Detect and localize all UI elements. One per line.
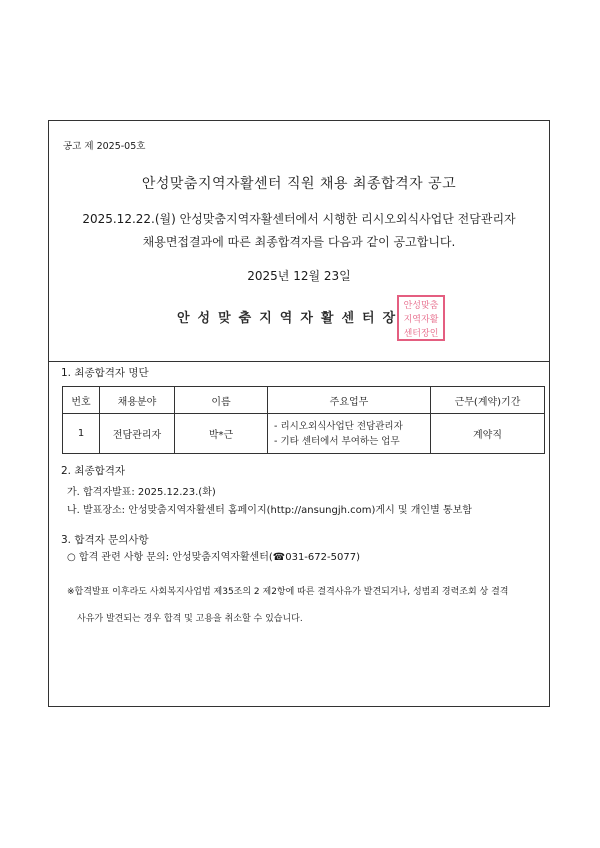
cell-no: 1: [63, 414, 100, 454]
cell-name: 박*근: [175, 414, 268, 454]
section-1-title: 1. 최종합격자 명단: [61, 367, 149, 379]
note-line-1: ※합격발표 이후라도 사회복지사업법 제35조의 2 제2항에 따른 결격사유가 발견되거나, 성범죄 경력조회 상 결격: [67, 587, 509, 597]
header-divider: [49, 361, 549, 362]
cell-duty: [268, 414, 431, 454]
inquiry-line: ○ 합격 관련 사항 문의: 안성맞춤지역자활센터(☎031-672-5077): [67, 552, 360, 563]
col-header-duty: 주요업무: [268, 387, 431, 414]
notice-date: 2025년 12월 23일: [247, 269, 351, 283]
notice-number: 공고 제 2025-05호: [63, 141, 146, 152]
body-line-2: 채용면접결과에 따른 최종합격자를 다음과 같이 공고합니다.: [142, 235, 456, 249]
cell-period: 계약직: [431, 414, 545, 454]
duty-line-2: - 기타 센터에서 부여하는 업무: [274, 435, 400, 447]
disclaimer-note: [67, 579, 537, 633]
cell-field: 전담관리자: [100, 414, 175, 454]
duty-line-1: - 리시오외식사업단 전담관리자: [274, 420, 403, 432]
table-header-row: [63, 387, 545, 414]
announcement-place-line: 나. 발표장소: 안성맞춤지역자활센터 홈페이지(http://ansungjh.com)게시 및 개인별 통보함: [67, 505, 472, 516]
col-header-field: 채용분야: [100, 387, 175, 414]
section-2-title: 2. 최종합격자: [61, 465, 126, 477]
organization-name: 안성맞춤지역자활센터장: [177, 311, 404, 326]
section-3-title: 3. 합격자 문의사항: [61, 534, 149, 546]
seal-text: 안성맞춤 지역자활 센터장인: [403, 301, 439, 339]
notice-title: 안성맞춤지역자활센터 직원 채용 최종합격자 공고: [141, 176, 457, 192]
note-line-2: 사유가 발견되는 경우 합격 및 고용을 취소할 수 있습니다.: [77, 614, 303, 624]
table-row: [63, 414, 545, 454]
body-line-1: 2025.12.22.(월) 안성맞춤지역자활센터에서 시행한 리시오외식사업단 전담관리자: [82, 212, 516, 226]
notice-document: [48, 120, 550, 707]
finalist-table: [62, 386, 545, 454]
col-header-period: 근무(계약)기간: [431, 387, 545, 414]
col-header-no: 번호: [63, 387, 100, 414]
official-seal: [397, 295, 445, 341]
announcement-date-line: 가. 합격자발표: 2025.12.23.(화): [67, 487, 216, 498]
notice-body: [49, 208, 549, 254]
col-header-name: 이름: [175, 387, 268, 414]
